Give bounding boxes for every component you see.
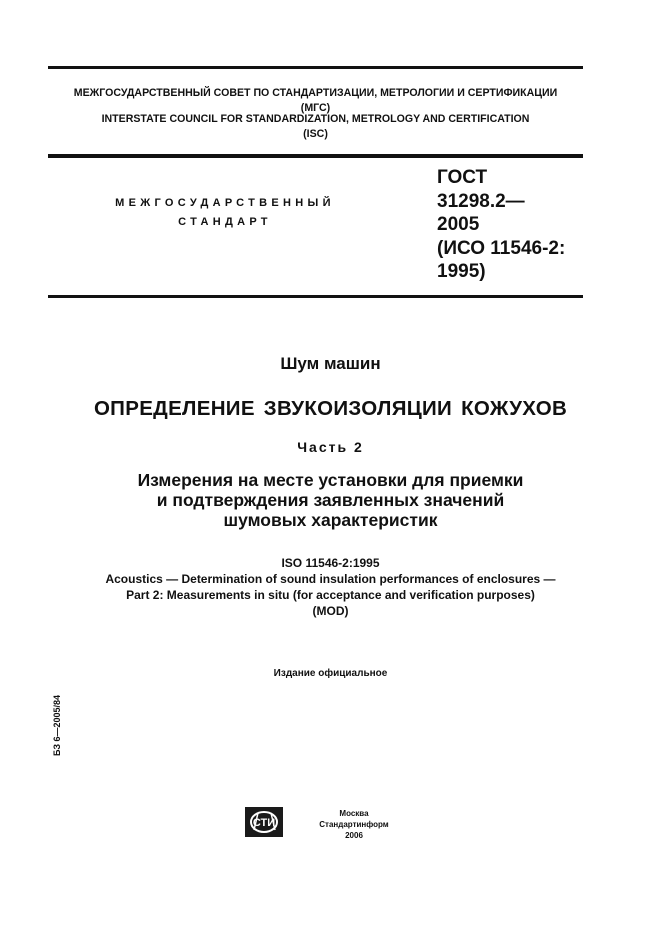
title-sub-3: шумовых характеристик <box>223 510 438 530</box>
gost-designation <box>437 166 565 284</box>
iso-reference: ISO 11546-2:1995 <box>281 556 380 570</box>
svg-text:СТИ: СТИ <box>252 817 276 829</box>
council-line-en: INTERSTATE COUNCIL FOR STANDARDIZATION, METROLOGY AND CERTIFICATION <box>101 113 530 125</box>
title-part: Часть 2 <box>297 439 364 455</box>
publisher-city: Москва <box>339 809 369 818</box>
gost-year: 2005 <box>437 214 480 235</box>
standard-type-line2: СТАНДАРТ <box>178 216 272 228</box>
iso-title-1: Acoustics — Determination of sound insulation performances of enclosures — <box>105 572 556 586</box>
title-sub-2: и подтверждения заявленных значений <box>156 490 505 510</box>
publisher-name: Стандартинформ <box>319 820 389 829</box>
gost-label: ГОСТ <box>437 167 488 188</box>
council-line-ru: МЕЖГОСУДАРСТВЕННЫЙ СОВЕТ ПО СТАНДАРТИЗАЦИИ, МЕТРОЛОГИИ И СЕРТИФИКАЦИИ <box>73 87 558 99</box>
gost-number: 31298.2— <box>437 190 525 212</box>
top-rule <box>48 66 583 69</box>
header-rule <box>48 295 583 298</box>
standartinform-logo-icon <box>245 807 283 837</box>
title-main: ОПРЕДЕЛЕНИЕ ЗВУКОИЗОЛЯЦИИ КОЖУХОВ <box>93 397 568 420</box>
iso-title-2: Part 2: Measurements in situ (for acceptance and verification purposes) <box>126 588 535 602</box>
side-code: БЗ 6—2005/84 <box>52 694 62 756</box>
iso-equivalent: (ИСО 11546-2: <box>437 237 566 259</box>
iso-equivalent-year: 1995) <box>437 261 486 282</box>
council-rule <box>48 154 583 158</box>
council-abbr-ru: (МГС) <box>300 102 331 114</box>
publisher-year: 2006 <box>345 831 363 840</box>
title-group: Шум машин <box>280 354 381 373</box>
standard-type-line1: МЕЖГОСУДАРСТВЕННЫЙ <box>115 197 335 209</box>
council-abbr-en: (ISC) <box>303 128 328 140</box>
iso-mod: (MOD) <box>312 604 349 618</box>
title-sub-1: Измерения на месте установки для приемки <box>137 470 524 490</box>
edition-note: Издание официальное <box>273 668 388 679</box>
